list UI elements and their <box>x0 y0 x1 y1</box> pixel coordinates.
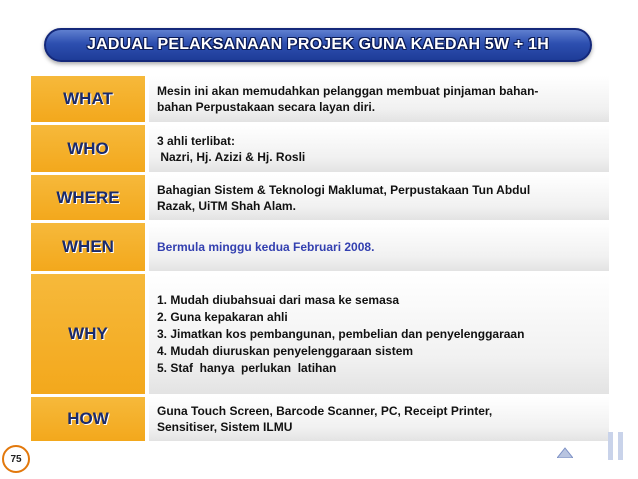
content-line: bahan Perpustakaan secara layan diri. <box>157 100 376 114</box>
content-line: Mesin ini akan memudahkan pelanggan membuat pinjaman bahan- <box>157 84 539 98</box>
corner-logo-icon <box>607 430 625 462</box>
row-label-how: HOW <box>67 409 109 428</box>
content-line: 5. Staf hanya perlukan latihan <box>157 360 337 375</box>
row-label-why: WHY <box>68 324 108 343</box>
content-line: Sensitiser, Sistem ILMU <box>157 420 293 434</box>
row-label-where: WHERE <box>56 187 120 207</box>
page-title: JADUAL PELAKSANAAN PROJEK GUNA KAEDAH 5W + 1H <box>87 36 549 53</box>
page-number-badge <box>2 445 30 473</box>
5w1h-table <box>31 76 609 444</box>
content-line: 4. Mudah diuruskan penyelenggaraan sistem <box>157 343 414 358</box>
content-line: Nazri, Hj. Azizi & Hj. Rosli <box>157 149 306 164</box>
content-cell-when <box>149 223 609 271</box>
content-line: Razak, UiTM Shah Alam. <box>157 198 296 213</box>
content-line: 1. Mudah diubahsuai dari masa ke semasa <box>157 292 400 307</box>
content-line: Guna Touch Screen, Barcode Scanner, PC, Receipt Printer, <box>157 404 493 418</box>
table-row-who <box>31 125 609 172</box>
row-label-who: WHO <box>67 138 109 158</box>
row-label-what: WHAT <box>63 89 113 108</box>
label-cell-when <box>31 223 145 271</box>
content-line: 2. Guna kepakaran ahli <box>157 309 288 324</box>
label-cell-who <box>31 125 145 172</box>
content-line: 3 ahli terlibat: <box>157 133 236 148</box>
content-cell-how <box>149 397 609 441</box>
table-row-where <box>31 175 609 220</box>
label-cell-where <box>31 175 145 220</box>
content-line: Bahagian Sistem & Teknologi Maklumat, Perpustakaan Tun Abdul <box>157 182 531 197</box>
content-cell-where <box>149 175 609 220</box>
table-row-what <box>31 76 609 122</box>
content-line: Bermula minggu kedua Februari 2008. <box>157 240 375 254</box>
content-cell-why <box>149 274 609 394</box>
table-row-when <box>31 223 609 271</box>
table-row-how <box>31 397 609 441</box>
logo-mark-icon <box>557 446 573 458</box>
content-line: 3. Jimatkan kos pembangunan, pembelian dan penyelenggaraan <box>157 326 525 341</box>
page-number: 75 <box>10 453 22 465</box>
title-banner <box>44 28 592 62</box>
label-cell-what <box>31 76 145 122</box>
label-cell-why <box>31 274 145 394</box>
row-label-when: WHEN <box>62 237 114 256</box>
table-row-why <box>31 274 609 394</box>
content-cell-who <box>149 125 609 172</box>
label-cell-how <box>31 397 145 441</box>
content-cell-what <box>149 76 609 122</box>
